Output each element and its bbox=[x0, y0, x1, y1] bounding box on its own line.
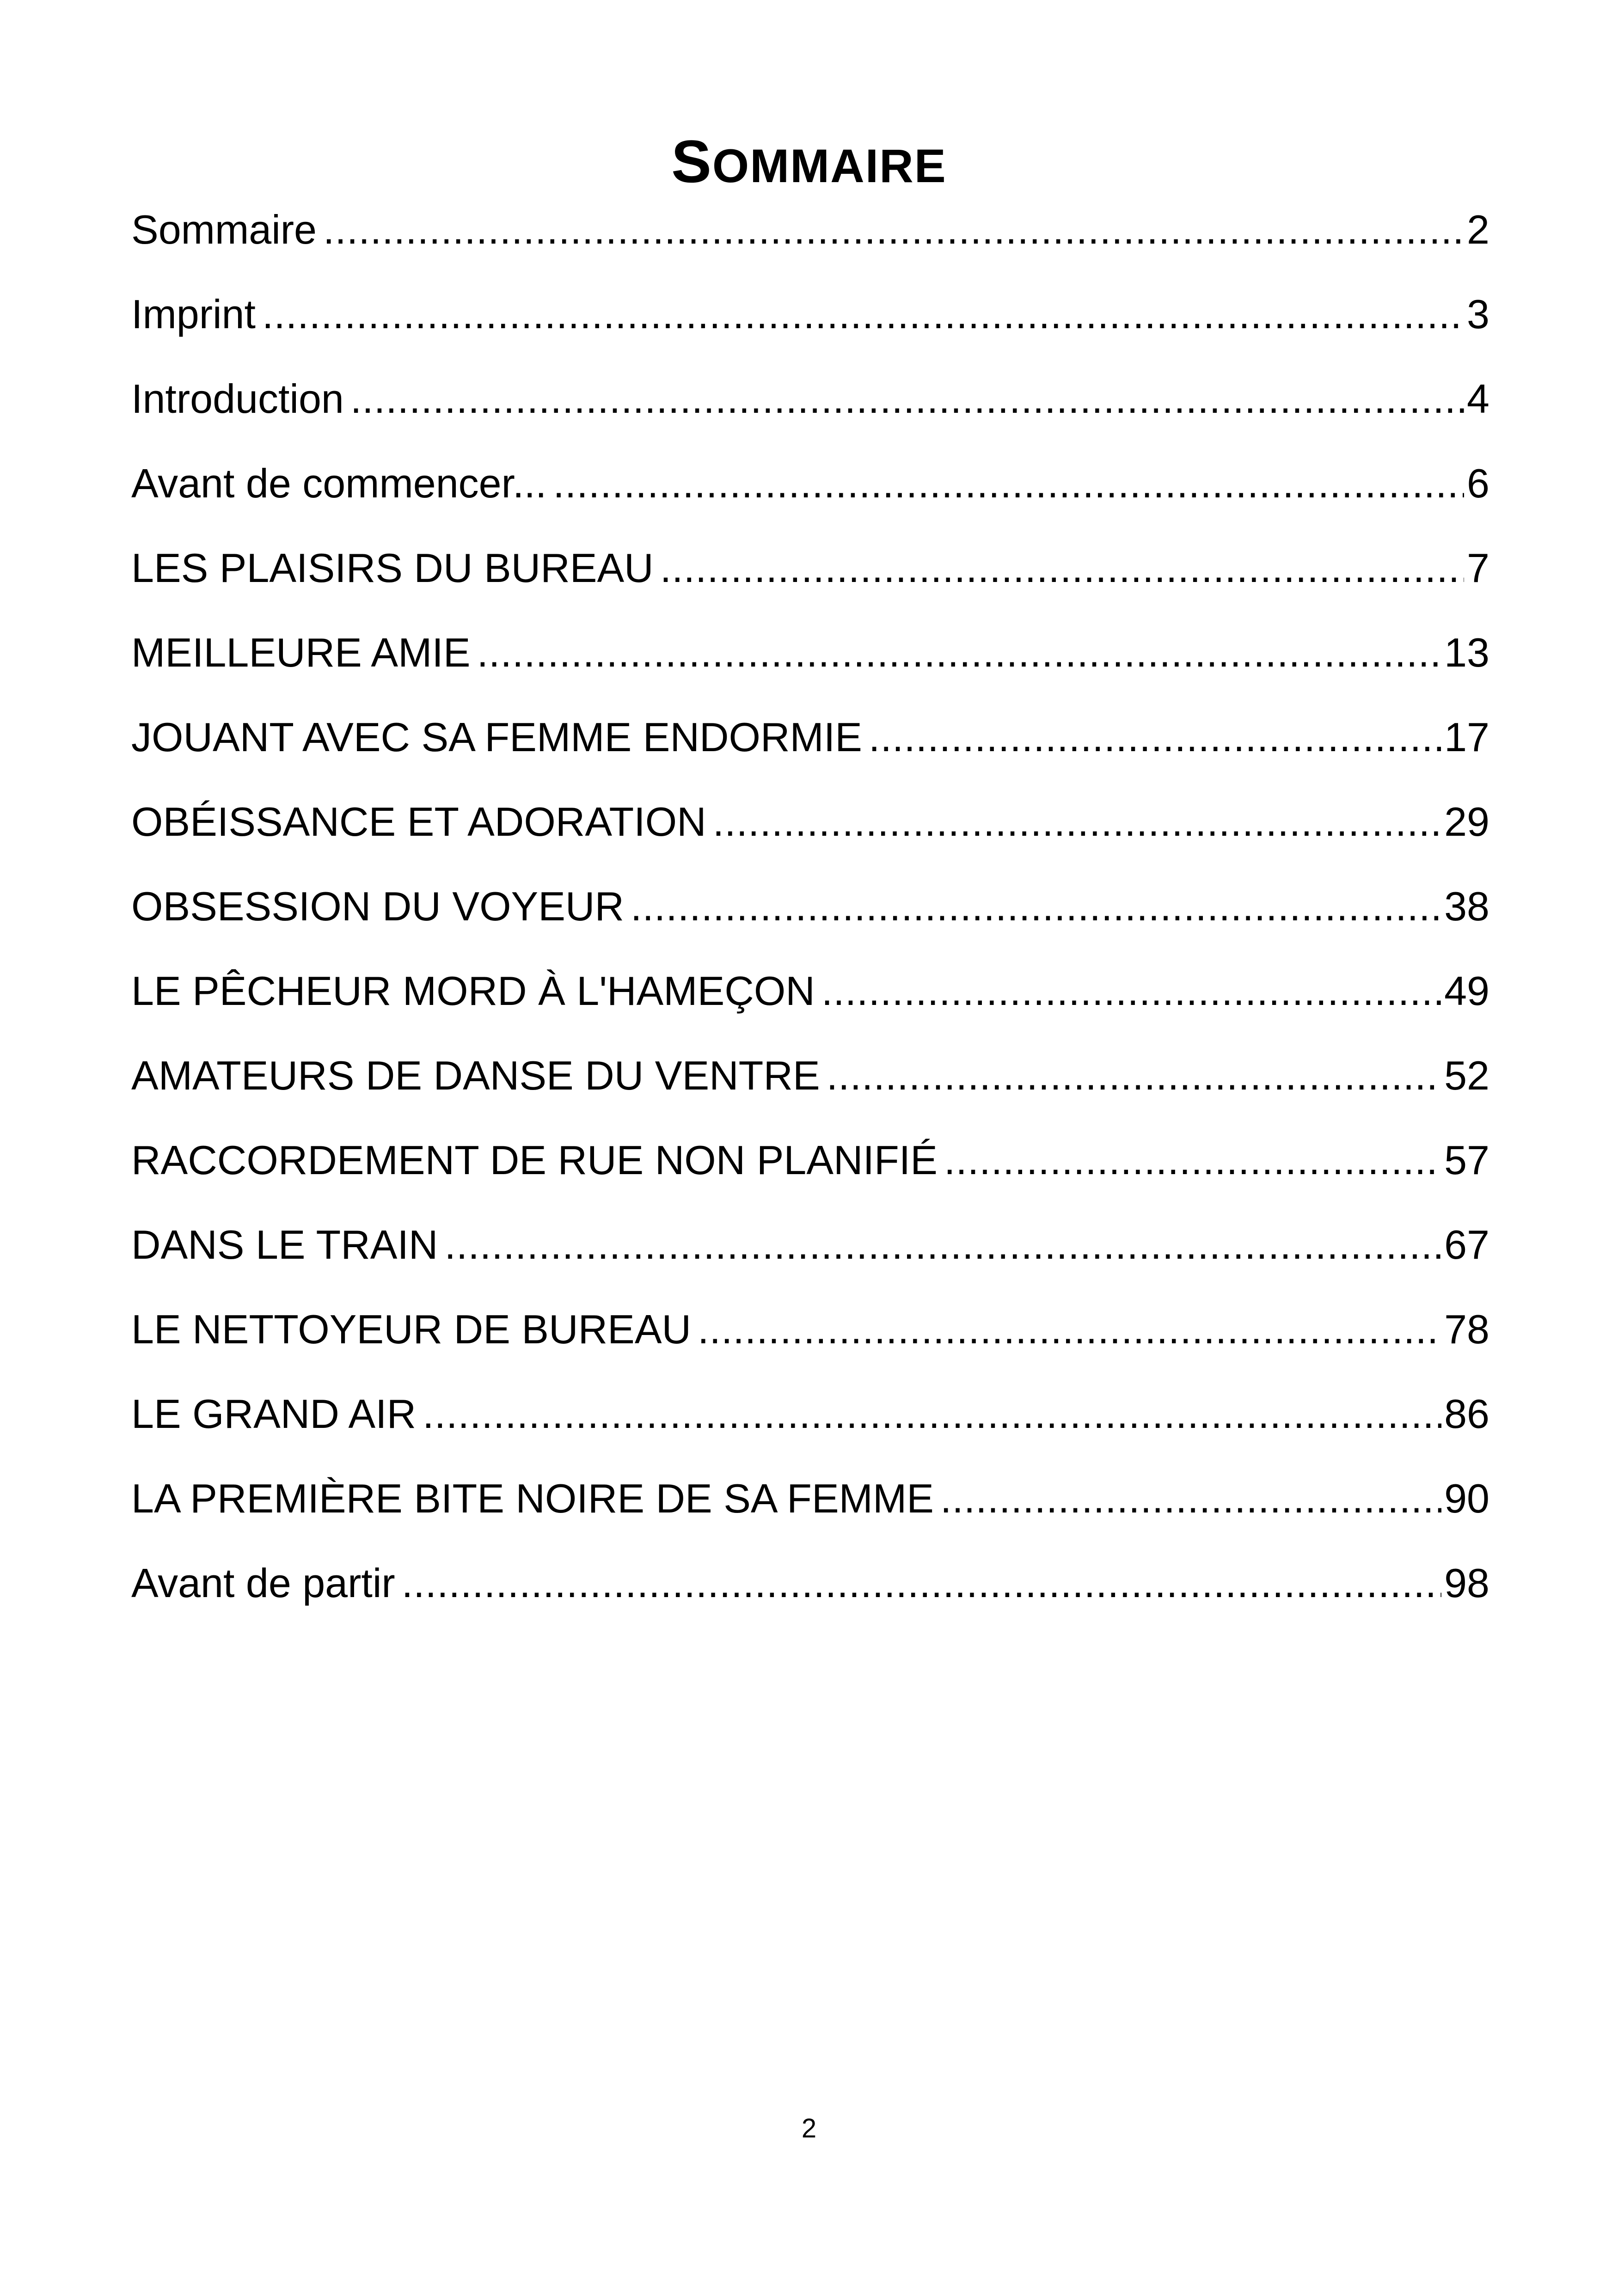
toc-entry-page: 90 bbox=[1444, 1476, 1489, 1521]
page-title-initial: S bbox=[671, 128, 712, 196]
toc-entry-label: MEILLEURE AMIE bbox=[131, 630, 471, 675]
toc-entry-label: LE GRAND AIR bbox=[131, 1391, 417, 1437]
toc-entry-amateurs-de-danse-du-ventre[interactable] bbox=[131, 1046, 1489, 1130]
toc-entry-avant-de-commencer[interactable] bbox=[131, 453, 1489, 538]
toc-entry-page: 38 bbox=[1444, 883, 1489, 929]
toc-entry-le-nettoyeur-de-bureau[interactable] bbox=[131, 1299, 1489, 1384]
toc-dot-leader bbox=[940, 1469, 1441, 1529]
toc-entry-label: Imprint bbox=[131, 291, 256, 337]
toc-entry-label: LE NETTOYEUR DE BUREAU bbox=[131, 1306, 692, 1352]
toc-entry-jouant-avec-sa-femme-endormie[interactable] bbox=[131, 707, 1489, 792]
toc-entry-page: 98 bbox=[1444, 1560, 1489, 1606]
toc-dot-leader bbox=[444, 1215, 1441, 1275]
toc-entry-label: AMATEURS DE DANSE DU VENTRE bbox=[131, 1053, 820, 1098]
toc-entry-label: JOUANT AVEC SA FEMME ENDORMIE bbox=[131, 714, 862, 760]
toc-dot-leader bbox=[631, 876, 1441, 937]
toc-entry-page: 78 bbox=[1444, 1306, 1489, 1352]
toc-dot-leader bbox=[423, 1384, 1441, 1444]
toc-dot-leader bbox=[944, 1130, 1441, 1190]
toc-entry-obeissance-et-adoration[interactable] bbox=[131, 792, 1489, 876]
toc-entry-sommaire[interactable] bbox=[131, 200, 1489, 284]
toc-entry-la-premiere-bite-noire-de-sa-femme[interactable] bbox=[131, 1469, 1489, 1553]
toc-dot-leader bbox=[660, 538, 1464, 598]
toc-entry-introduction[interactable] bbox=[131, 369, 1489, 453]
toc-dot-leader bbox=[827, 1046, 1441, 1106]
toc-entry-label: LA PREMIÈRE BITE NOIRE DE SA FEMME bbox=[131, 1476, 934, 1521]
toc-entry-page: 49 bbox=[1444, 968, 1489, 1014]
toc-entry-imprint[interactable] bbox=[131, 284, 1489, 369]
toc-entry-raccordement-de-rue-non-planifie[interactable] bbox=[131, 1130, 1489, 1215]
toc-dot-leader bbox=[553, 453, 1464, 514]
toc-entry-page: 29 bbox=[1444, 799, 1489, 845]
toc-entry-label: DANS LE TRAIN bbox=[131, 1222, 438, 1267]
toc-entry-dans-le-train[interactable] bbox=[131, 1215, 1489, 1299]
toc-entry-page: 7 bbox=[1467, 545, 1489, 591]
toc-entry-page: 57 bbox=[1444, 1137, 1489, 1183]
toc-entry-page: 13 bbox=[1444, 630, 1489, 675]
toc-entry-label: LES PLAISIRS DU BUREAU bbox=[131, 545, 654, 591]
toc-entry-page: 67 bbox=[1444, 1222, 1489, 1267]
page-title-rest: OMMAIRE bbox=[712, 140, 947, 193]
toc-entry-avant-de-partir[interactable] bbox=[131, 1553, 1489, 1638]
toc-entry-label: RACCORDEMENT DE RUE NON PLANIFIÉ bbox=[131, 1137, 938, 1183]
toc-entry-page: 2 bbox=[1467, 207, 1489, 252]
toc-entry-page: 4 bbox=[1467, 376, 1489, 422]
toc-entry-label: OBÉISSANCE ET ADORATION bbox=[131, 799, 706, 845]
toc-entry-page: 6 bbox=[1467, 460, 1489, 506]
toc-dot-leader bbox=[402, 1553, 1441, 1613]
page-number: 2 bbox=[801, 2113, 817, 2143]
toc-entry-label: OBSESSION DU VOYEUR bbox=[131, 883, 625, 929]
toc-entry-page: 52 bbox=[1444, 1053, 1489, 1098]
toc-entry-page: 17 bbox=[1444, 714, 1489, 760]
page-title bbox=[0, 129, 1618, 198]
toc-entry-page: 86 bbox=[1444, 1391, 1489, 1437]
toc-entry-page: 3 bbox=[1467, 291, 1489, 337]
toc-entry-label: Avant de commencer... bbox=[131, 460, 547, 506]
toc-dot-leader bbox=[350, 369, 1464, 429]
toc-entry-meilleure-amie[interactable] bbox=[131, 623, 1489, 707]
toc-dot-leader bbox=[262, 284, 1464, 344]
toc-entry-label: Introduction bbox=[131, 376, 344, 422]
toc-entry-le-grand-air[interactable] bbox=[131, 1384, 1489, 1469]
toc-dot-leader bbox=[713, 792, 1441, 852]
toc-dot-leader bbox=[869, 707, 1441, 767]
toc-entry-le-pecheur-mord-a-l-hamecon[interactable] bbox=[131, 961, 1489, 1046]
toc-entry-label: Sommaire bbox=[131, 207, 317, 252]
toc-dot-leader bbox=[477, 623, 1442, 683]
toc-dot-leader bbox=[821, 961, 1441, 1021]
toc-entry-label: LE PÊCHEUR MORD À L'HAMEÇON bbox=[131, 968, 815, 1014]
toc-entry-les-plaisirs-du-bureau[interactable] bbox=[131, 538, 1489, 623]
toc-entry-label: Avant de partir bbox=[131, 1560, 395, 1606]
toc-dot-leader bbox=[698, 1299, 1441, 1359]
toc-dot-leader bbox=[323, 200, 1464, 260]
table-of-contents bbox=[131, 200, 1489, 1638]
toc-entry-obsession-du-voyeur[interactable] bbox=[131, 876, 1489, 961]
